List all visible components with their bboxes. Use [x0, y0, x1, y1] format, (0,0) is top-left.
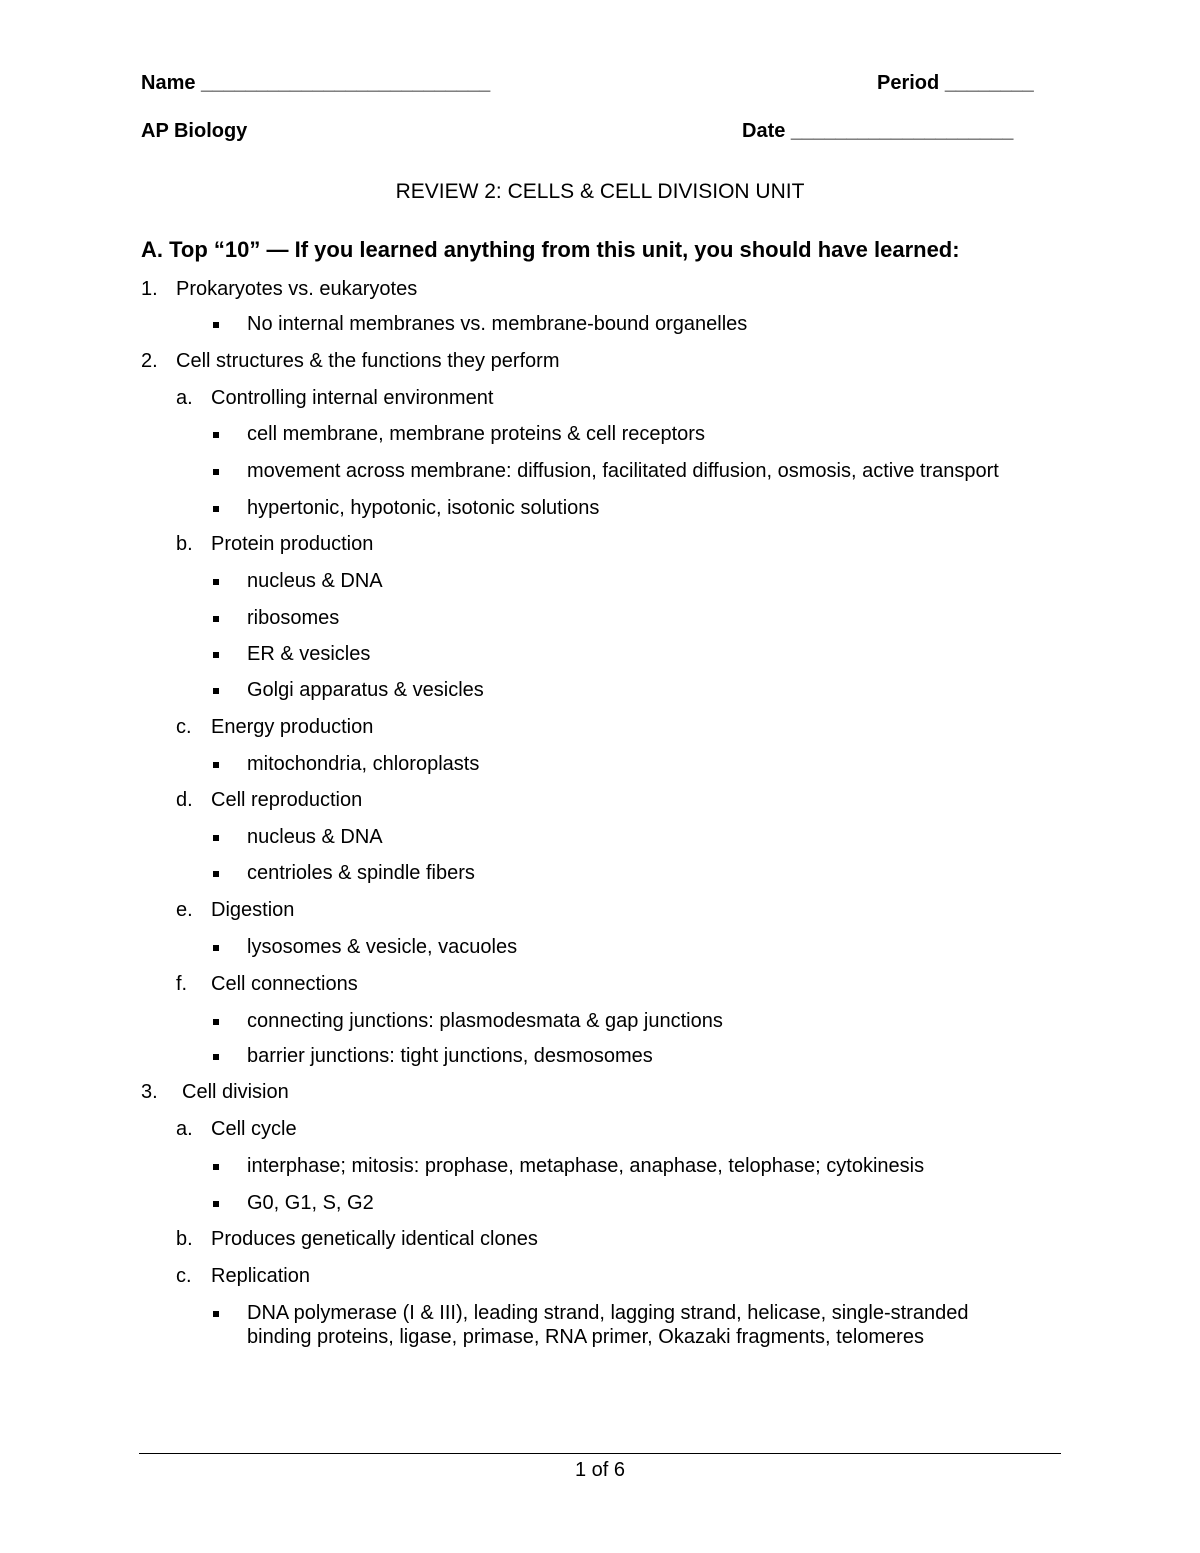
item-marker: c. — [176, 1265, 192, 1287]
list-item: connecting junctions: plasmodesmata & gap junctions — [247, 1010, 723, 1032]
square-bullet-icon — [213, 835, 219, 841]
list-item: hypertonic, hypotonic, isotonic solutions — [247, 497, 600, 519]
list-item: ER & vesicles — [247, 643, 371, 665]
square-bullet-icon — [213, 432, 219, 438]
square-bullet-icon — [213, 579, 219, 585]
list-item: Prokaryotes vs. eukaryotes — [176, 278, 418, 300]
item-marker: b. — [176, 1228, 193, 1250]
name-field[interactable] — [141, 72, 490, 95]
square-bullet-icon — [213, 945, 219, 951]
list-item: mitochondria, chloroplasts — [247, 753, 480, 775]
list-item: cell membrane, membrane proteins & cell receptors — [247, 423, 705, 445]
page-number: 1 of 6 — [574, 1459, 626, 1481]
period-blank[interactable]: ________ — [944, 72, 1034, 94]
square-bullet-icon — [213, 1164, 219, 1170]
square-bullet-icon — [213, 1201, 219, 1207]
list-item: ribosomes — [247, 607, 340, 629]
square-bullet-icon — [213, 506, 219, 512]
list-item: Digestion — [211, 899, 295, 921]
item-marker: 3. — [141, 1081, 158, 1103]
list-item: Controlling internal environment — [211, 387, 494, 409]
section-a-heading: A. Top “10” — If you learned anything from this unit, you should have learned: — [141, 237, 960, 262]
list-item: Cell division — [182, 1081, 289, 1103]
square-bullet-icon — [213, 469, 219, 475]
list-item: interphase; mitosis: prophase, metaphase, anaphase, telophase; cytokinesis — [247, 1155, 925, 1177]
square-bullet-icon — [213, 1019, 219, 1025]
name-blank[interactable]: __________________________ — [201, 72, 491, 94]
list-item: Energy production — [211, 716, 374, 738]
item-marker: a. — [176, 1118, 193, 1140]
list-item: Replication — [211, 1265, 310, 1287]
item-marker: c. — [176, 716, 192, 738]
list-item: Protein production — [211, 533, 374, 555]
period-field[interactable] — [877, 72, 1034, 95]
list-item: nucleus & DNA — [247, 570, 383, 592]
date-field[interactable] — [742, 120, 1013, 143]
list-item: Golgi apparatus & vesicles — [247, 679, 484, 701]
item-marker: e. — [176, 899, 193, 921]
list-item: Cell connections — [211, 973, 358, 995]
item-marker: d. — [176, 789, 193, 811]
square-bullet-icon — [213, 871, 219, 877]
square-bullet-icon — [213, 1054, 219, 1060]
list-item: centrioles & spindle fibers — [247, 862, 475, 884]
course-label: AP Biology — [141, 120, 248, 142]
date-blank[interactable]: ____________________ — [790, 120, 1014, 142]
square-bullet-icon — [213, 762, 219, 768]
square-bullet-icon — [213, 616, 219, 622]
footer-rule — [139, 1453, 1061, 1454]
date-label: Date — [742, 120, 786, 142]
name-label: Name — [141, 72, 196, 94]
square-bullet-icon — [213, 688, 219, 694]
list-item-continuation: binding proteins, ligase, primase, RNA primer, Okazaki fragments, telomeres — [247, 1326, 924, 1348]
period-label: Period — [877, 72, 940, 94]
list-item: nucleus & DNA — [247, 826, 383, 848]
list-item: No internal membranes vs. membrane-bound organelles — [247, 313, 748, 335]
page-title: REVIEW 2: CELLS & CELL DIVISION UNIT — [395, 180, 805, 203]
square-bullet-icon — [213, 652, 219, 658]
square-bullet-icon — [213, 1311, 219, 1317]
item-marker: f. — [176, 973, 188, 995]
list-item: Produces genetically identical clones — [211, 1228, 538, 1250]
list-item: barrier junctions: tight junctions, desmosomes — [247, 1045, 653, 1067]
item-marker: 1. — [141, 278, 158, 300]
item-marker: b. — [176, 533, 193, 555]
square-bullet-icon — [213, 322, 219, 328]
list-item: Cell cycle — [211, 1118, 297, 1140]
list-item: Cell reproduction — [211, 789, 363, 811]
list-item: lysosomes & vesicle, vacuoles — [247, 936, 518, 958]
list-item: movement across membrane: diffusion, facilitated diffusion, osmosis, active transport — [247, 460, 999, 482]
item-marker: 2. — [141, 350, 158, 372]
list-item: G0, G1, S, G2 — [247, 1192, 374, 1214]
item-marker: a. — [176, 387, 193, 409]
list-item: Cell structures & the functions they perform — [176, 350, 560, 372]
list-item: DNA polymerase (I & III), leading strand, lagging strand, helicase, single-stranded — [247, 1302, 969, 1324]
